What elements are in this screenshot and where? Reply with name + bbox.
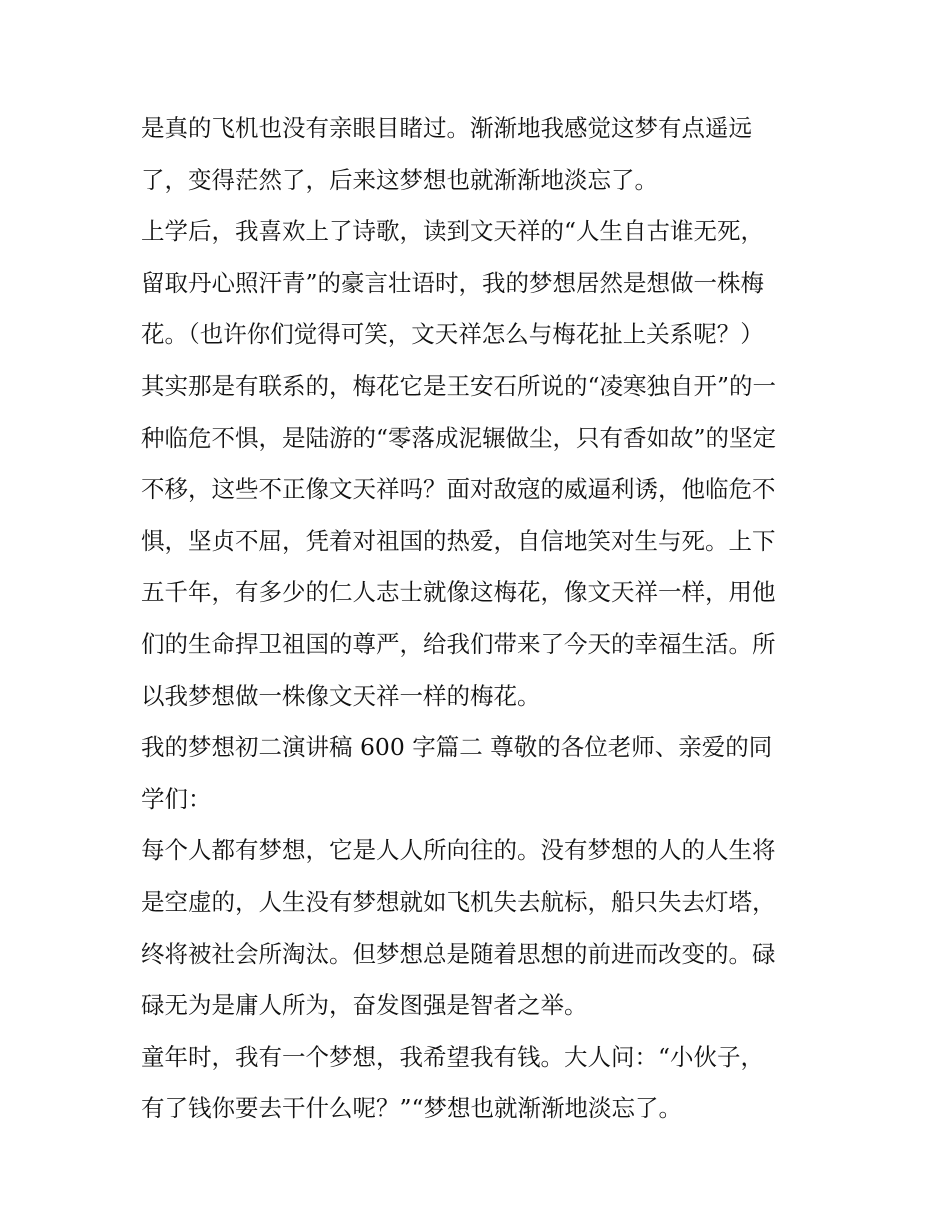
text-line: 惧，坚贞不屈，凭着对祖国的热爱，自信地笑对生与死。上下: [141, 526, 776, 555]
text-line: 是空虚的，人生没有梦想就如飞机失去航标，船只失去灯塔，: [141, 887, 776, 916]
text-line: 不移，这些不正像文天祥吗？面对敌寇的威逼利诱，他临危不: [141, 475, 776, 504]
text-line: 了，变得茫然了，后来这梦想也就渐渐地淡忘了。: [141, 165, 658, 194]
text-line: 们的生命捍卫祖国的尊严，给我们带来了今天的幸福生活。所: [141, 629, 776, 658]
text-line: 以我梦想做一株像文天祥一样的梅花。: [141, 681, 541, 710]
text-line: 童年时，我有一个梦想，我希望我有钱。大人问：“小伙子，: [141, 1042, 765, 1071]
text-line: 是真的飞机也没有亲眼目睹过。渐渐地我感觉这梦有点遥远: [141, 114, 752, 142]
text-line: 五千年，有多少的仁人志士就像这梅花，像文天祥一样，用他: [141, 578, 776, 607]
text-line: 有了钱你要去干什么呢？”“梦想也就渐渐地淡忘了。: [141, 1094, 683, 1123]
text-line: 其实那是有联系的，梅花它是王安石所说的“凌寒独自开”的一: [141, 371, 777, 400]
text-line: 终将被社会所淘汰。但梦想总是随着思想的前进而改变的。碌: [141, 939, 776, 968]
text-line: 种临危不惧，是陆游的“零落成泥辗做尘，只有香如故”的坚定: [141, 423, 777, 452]
text-line: 每个人都有梦想，它是人人所向往的。没有梦想的人的人生将: [141, 836, 776, 865]
text-line: 学们：: [141, 784, 212, 813]
text-line: 花。（也许你们觉得可笑，文天祥怎么与梅花扯上关系呢？）: [141, 320, 764, 349]
document-body: [141, 103, 821, 1135]
text-line: 碌无为是庸人所为，奋发图强是智者之举。: [141, 991, 588, 1020]
text-line: 我的梦想初二演讲稿 600 字篇二 尊敬的各位老师、亲爱的同: [141, 733, 773, 762]
text-line: 留取丹心照汗青”的豪言壮语时，我的梦想居然是想做一株梅: [141, 268, 765, 297]
text-line: 上学后，我喜欢上了诗歌，读到文天祥的“人生自古谁无死，: [141, 217, 765, 246]
